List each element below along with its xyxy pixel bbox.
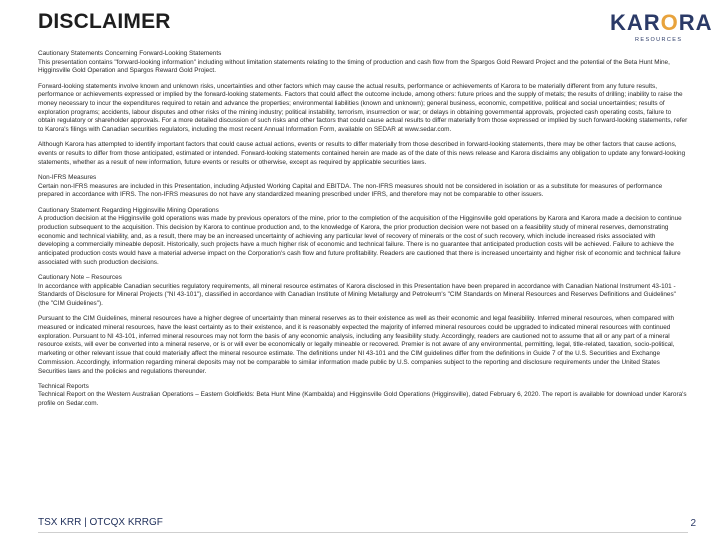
logo-word-o: O — [660, 10, 679, 35]
logo-word-part: RA — [678, 10, 713, 35]
paragraph-other-factors — [38, 141, 688, 167]
section-heading: Non-IFRS Measures — [38, 173, 97, 181]
section-text: Certain non-IFRS measures are included in this Presentation, including Adjusted Working Capital and EBITDA. The non-IFRS measures should not be considered in isolation or as a substitute for measures of performance prepared in accordance with IFRS. The non-IFRS measures do not have any standardized meaning prescribed under IFRS, and therefore may not be comparable to other issuers. — [38, 182, 663, 199]
ticker-footer: TSX KRR | OTCQX KRRGF — [38, 517, 163, 528]
section-text: This presentation contains "forward-looking information" including without limitation statements relating to the timing of production and cash flow from the Spargos Gold Reward Project and the potential of the Beta Hunt Mine, Higginsville Gold Operation and Spargos Reward Gold Project. — [38, 58, 670, 75]
section-text: A production decision at the Higginsville gold operations was made by previous operators of the mine, prior to the completion of the acquisition of the Higginsville gold operations by Karora and Karora made a decision to continue production subsequent to the acquisition. This decision by Karora to continue production and, to the knowledge of Karora, the prior production decision were not based on a feasibility study of mineral reserves, demonstrating economic and technical viability, and, as a result, there may be an increased uncertainty of achieving any particular level of recovery of minerals or the cost of such recovery, which include increased risks associated with developing a commercially mineable deposit. Historically, such projects have a much higher risk of economic and technical failure. There is no guarantee that anticipated production costs will be achieved. Failure to achieve the anticipated production costs would have a material adverse impact on the Corporation's cash flow and future profitability. Readers are cautioned that there is increased uncertainty and higher risk of economic and technical failure associated with such production decisions. — [38, 215, 682, 266]
page-number: 2 — [690, 518, 696, 529]
paragraph-resources — [38, 274, 688, 309]
karora-logo — [610, 10, 713, 50]
paragraph-forward-looking — [38, 50, 688, 76]
logo-wordmark — [610, 10, 713, 36]
section-text: Technical Report on the Western Australian Operations – Eastern Goldfields: Beta Hunt Mine (Kambalda) and Higginsville Gold Operations (Higginsville), dated February 6, 2020. The report is available for download under Karora's profile on Sedar.com. — [38, 391, 687, 408]
section-heading: Cautionary Statement Regarding Higginsville Mining Operations — [38, 206, 219, 214]
section-text: Although Karora has attempted to identify important factors that could cause actual actions, events or results to differ materially from those described in forward-looking statements, there may be other factors that cause actions, events or results to differ from those anticipated, estimated or intended. Forward-looking statements contained herein are made as of the date of this news release and Karora disclaims any obligation to update any forward-looking statements, whether as a result of new information, future events or results or otherwise, except as required by applicable securities laws. — [38, 141, 686, 166]
paragraph-risk-factors — [38, 83, 688, 135]
page-title: DISCLAIMER — [38, 10, 171, 33]
footer-divider — [38, 532, 688, 533]
section-text: In accordance with applicable Canadian securities regulatory requirements, all mineral resource estimates of Karora disclosed in this Presentation have been prepared in accordance with Canadian National Instrument 43-101 - Standards of Disclosure for Mineral Projects ("NI 43-101"), classified in accordance with Canadian Institute of Mining Metallurgy and Petroleum's "CIM Standards on Mineral Resources and Reserves Definitions and Guidelines" (the "CIM Guidelines"). — [38, 282, 676, 308]
section-text: Forward-looking statements involve known and unknown risks, uncertainties and other factors which may cause the actual results, performance or achievements of Karora to be materially different from any future results, performance or achievements expressed or implied by the forward-looking statements. Factors that could affect the outcome include, among others: future prices and the supply of metals; the results of drilling; inability to raise the money necessary to incur the expenditures required to retain and advance the properties; environmental liabilities (known and unknown); general business, economic, competitive, political and social uncertainties; results of exploration programs; accidents, labour disputes and other risks of the mining industry; political instability, terrorism, insurrection or war; or delays in obtaining governmental approvals, projected cash operating costs, failure to obtain regulatory or shareholder approvals. For a more detailed discussion of such risks and other factors that could cause actual results to differ materially from those expressed or implied by such forward-looking statements, refer to Karora's filings with Canadian securities regulators, including the most recent Annual Information Form, available on SEDAR at www.sedar.com. — [38, 82, 688, 134]
paragraph-higginsville — [38, 207, 688, 268]
section-heading: Technical Reports — [38, 382, 89, 390]
section-heading: Cautionary Statements Concerning Forward-Looking Statements — [38, 50, 222, 57]
paragraph-cim-guidelines — [38, 315, 688, 376]
paragraph-non-ifrs — [38, 174, 688, 200]
paragraph-technical-reports — [38, 383, 688, 409]
logo-subtitle: RESOURCES — [635, 37, 683, 43]
disclaimer-body — [38, 50, 688, 415]
section-heading: Cautionary Note – Resources — [38, 273, 122, 281]
section-text: Pursuant to the CIM Guidelines, mineral resources have a higher degree of uncertainty than mineral reserves as to their existence as well as their economic and legal feasibility. Inferred mineral resources, when compared with measured or indicated mineral resources, have the least certainty as to their existence, and it is reasonably expected the majority of inferred mineral resources could be upgraded to indicated mineral resources with continued exploration. Pursuant to NI 43-101, inferred mineral resources may not form the basis of any economic analysis, including any feasibility study. Accordingly, readers are cautioned not to assume that all or any part of a mineral resource exists, will ever be converted into a mineral reserve, or is or will ever be economically or legally mineable or recovered. Premier is not aware of any environmental, permitting, legal, title-related, taxation, socio-political, marketing or other relevant issue that could materially affect the mineral resource estimate. The definitions under NI 43-101 and the CIM guidelines differ from the definitions in Guide 7 of the U.S. Securities and Exchange Commission. Accordingly, information regarding mineral deposits may not be comparable to similar information made public by U.S. companies subject to the reporting and disclosure requirements under the United States Securities laws and the policies and regulations thereunder. — [38, 315, 675, 375]
logo-word-part: KAR — [610, 10, 661, 35]
